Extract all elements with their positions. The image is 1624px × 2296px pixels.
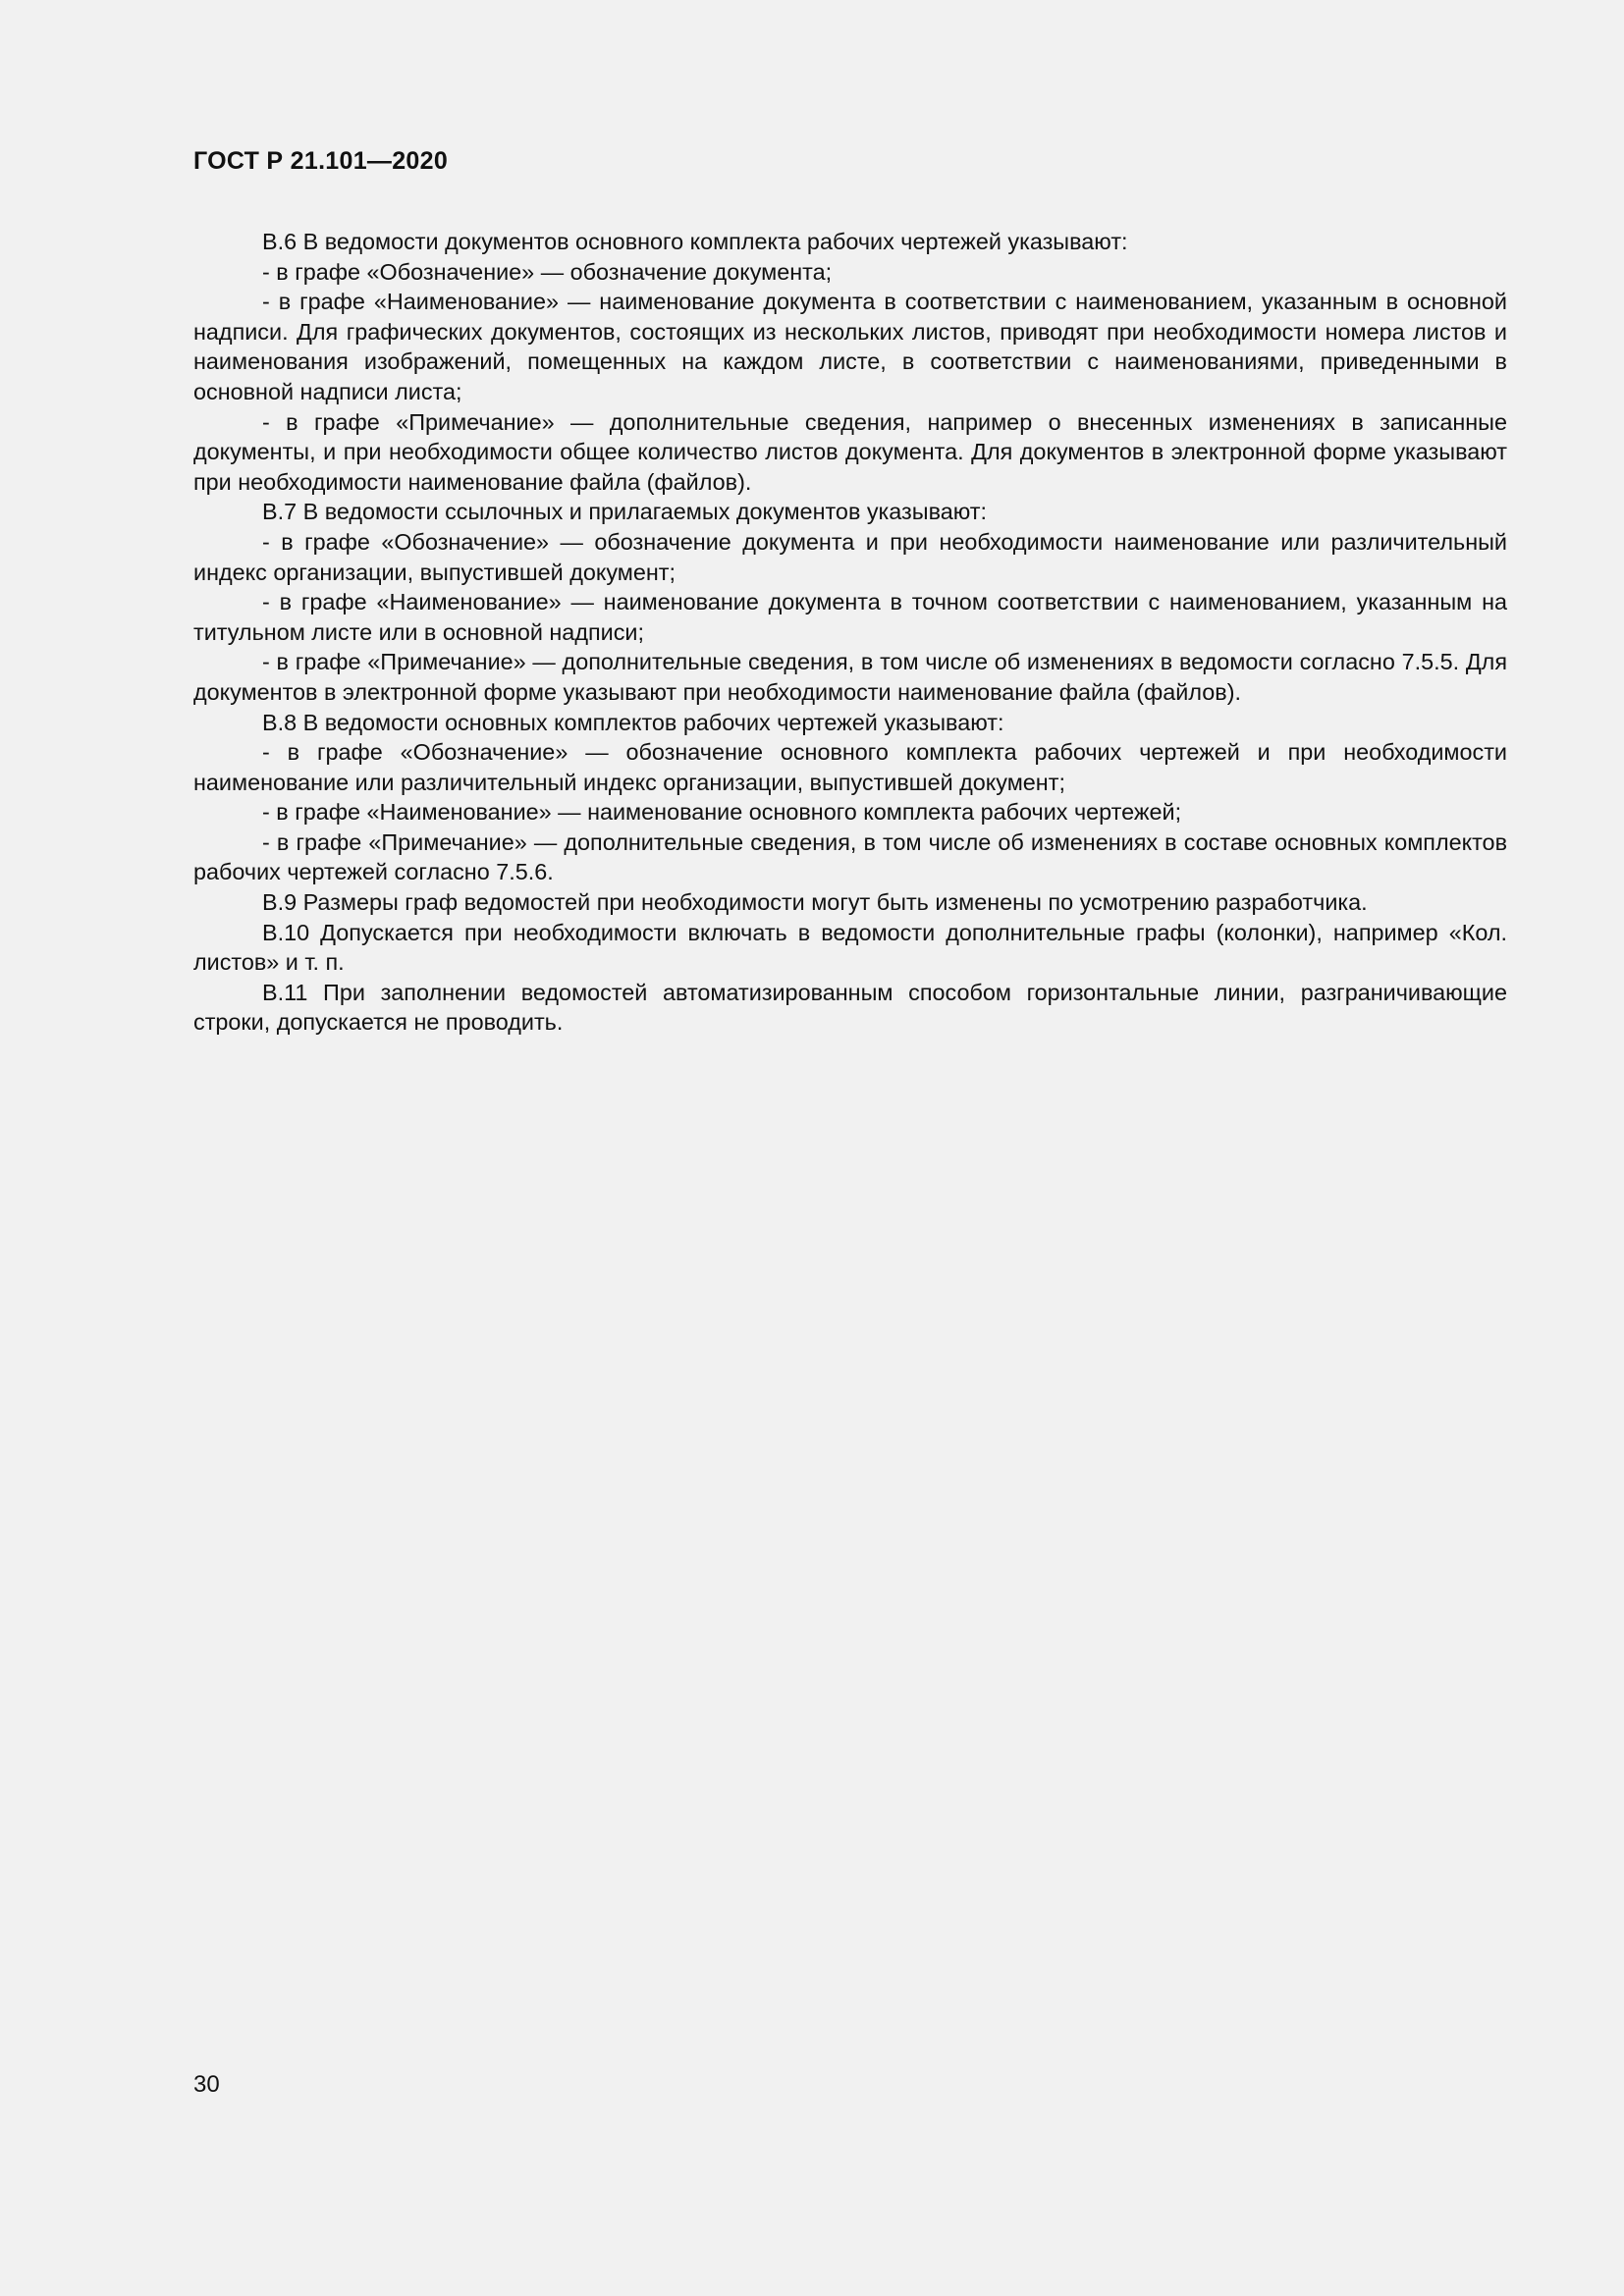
list-item-b8-note: - в графе «Примечание» — дополнительные сведения, в том числе об изменениях в составе основных комплектов рабочих чертежей согласно 7.5.6. — [193, 828, 1507, 885]
paragraph-b11: В.11 При заполнении ведомостей автоматизированным способом горизонтальные линии, разграничивающие строки, допускается не проводить. — [193, 979, 1507, 1036]
paragraph-b7: В.7 В ведомости ссылочных и прилагаемых документов указывают: — [262, 499, 988, 525]
list-item-b6-note: - в графе «Примечание» — дополнительные сведения, например о внесенных изменениях в записанные документы, и при необходимости общее количество листов документа. Для документов в электронной форме указывают при необходимости наименование файла (файлов). — [193, 408, 1507, 495]
list-item-b8-designation: - в графе «Обозначение» — обозначение основного комплекта рабочих чертежей и при необходимости наименование или различительный индекс организации, выпустившей документ; — [193, 739, 1507, 795]
paragraph-b6: В.6 В ведомости документов основного комплекта рабочих чертежей указывают: — [262, 229, 1128, 254]
paragraph-b10: В.10 Допускается при необходимости включать в ведомости дополнительные графы (колонки), например «Кол. листов» и т. п. — [193, 919, 1507, 976]
list-item-b8-name: - в графе «Наименование» — наименование основного комплекта рабочих чертежей; — [262, 799, 1182, 826]
paragraph-b9: В.9 Размеры граф ведомостей при необходимости могут быть изменены по усмотрению разработчика. — [262, 889, 1368, 916]
paragraph-b8: В.8 В ведомости основных комплектов рабочих чертежей указывают: — [262, 709, 1004, 735]
list-item-b7-note: - в графе «Примечание» — дополнительные сведения, в том числе об изменениях в ведомости согласно 7.5.5. Для документов в электронной форме указывают при необходимости наименование файла (файлов). — [193, 649, 1507, 705]
list-item-b6-name: - в графе «Наименование» — наименование документа в соответствии с наименованием, указанным в основной надписи. Для графических документов, состоящих из нескольких листов, приводят при необходимости номера листов и наименования изображений, помещенных на каждом листе, в соответствии с наименованиями, приведенными в основной надписи листа; — [193, 289, 1507, 404]
list-item-b7-designation: - в графе «Обозначение» — обозначение документа и при необходимости наименование или различительный индекс организации, выпустившей документ; — [193, 528, 1507, 585]
document-code-header: ГОСТ Р 21.101—2020 — [193, 147, 449, 175]
document-body — [193, 227, 1507, 1038]
page-number: 30 — [193, 2071, 220, 2098]
list-item-b7-name: - в графе «Наименование» — наименование документа в точном соответствии с наименованием, указанным на титульном листе или в основной надписи; — [193, 589, 1507, 645]
list-item-b6-designation: - в графе «Обозначение» — обозначение документа; — [262, 258, 833, 285]
